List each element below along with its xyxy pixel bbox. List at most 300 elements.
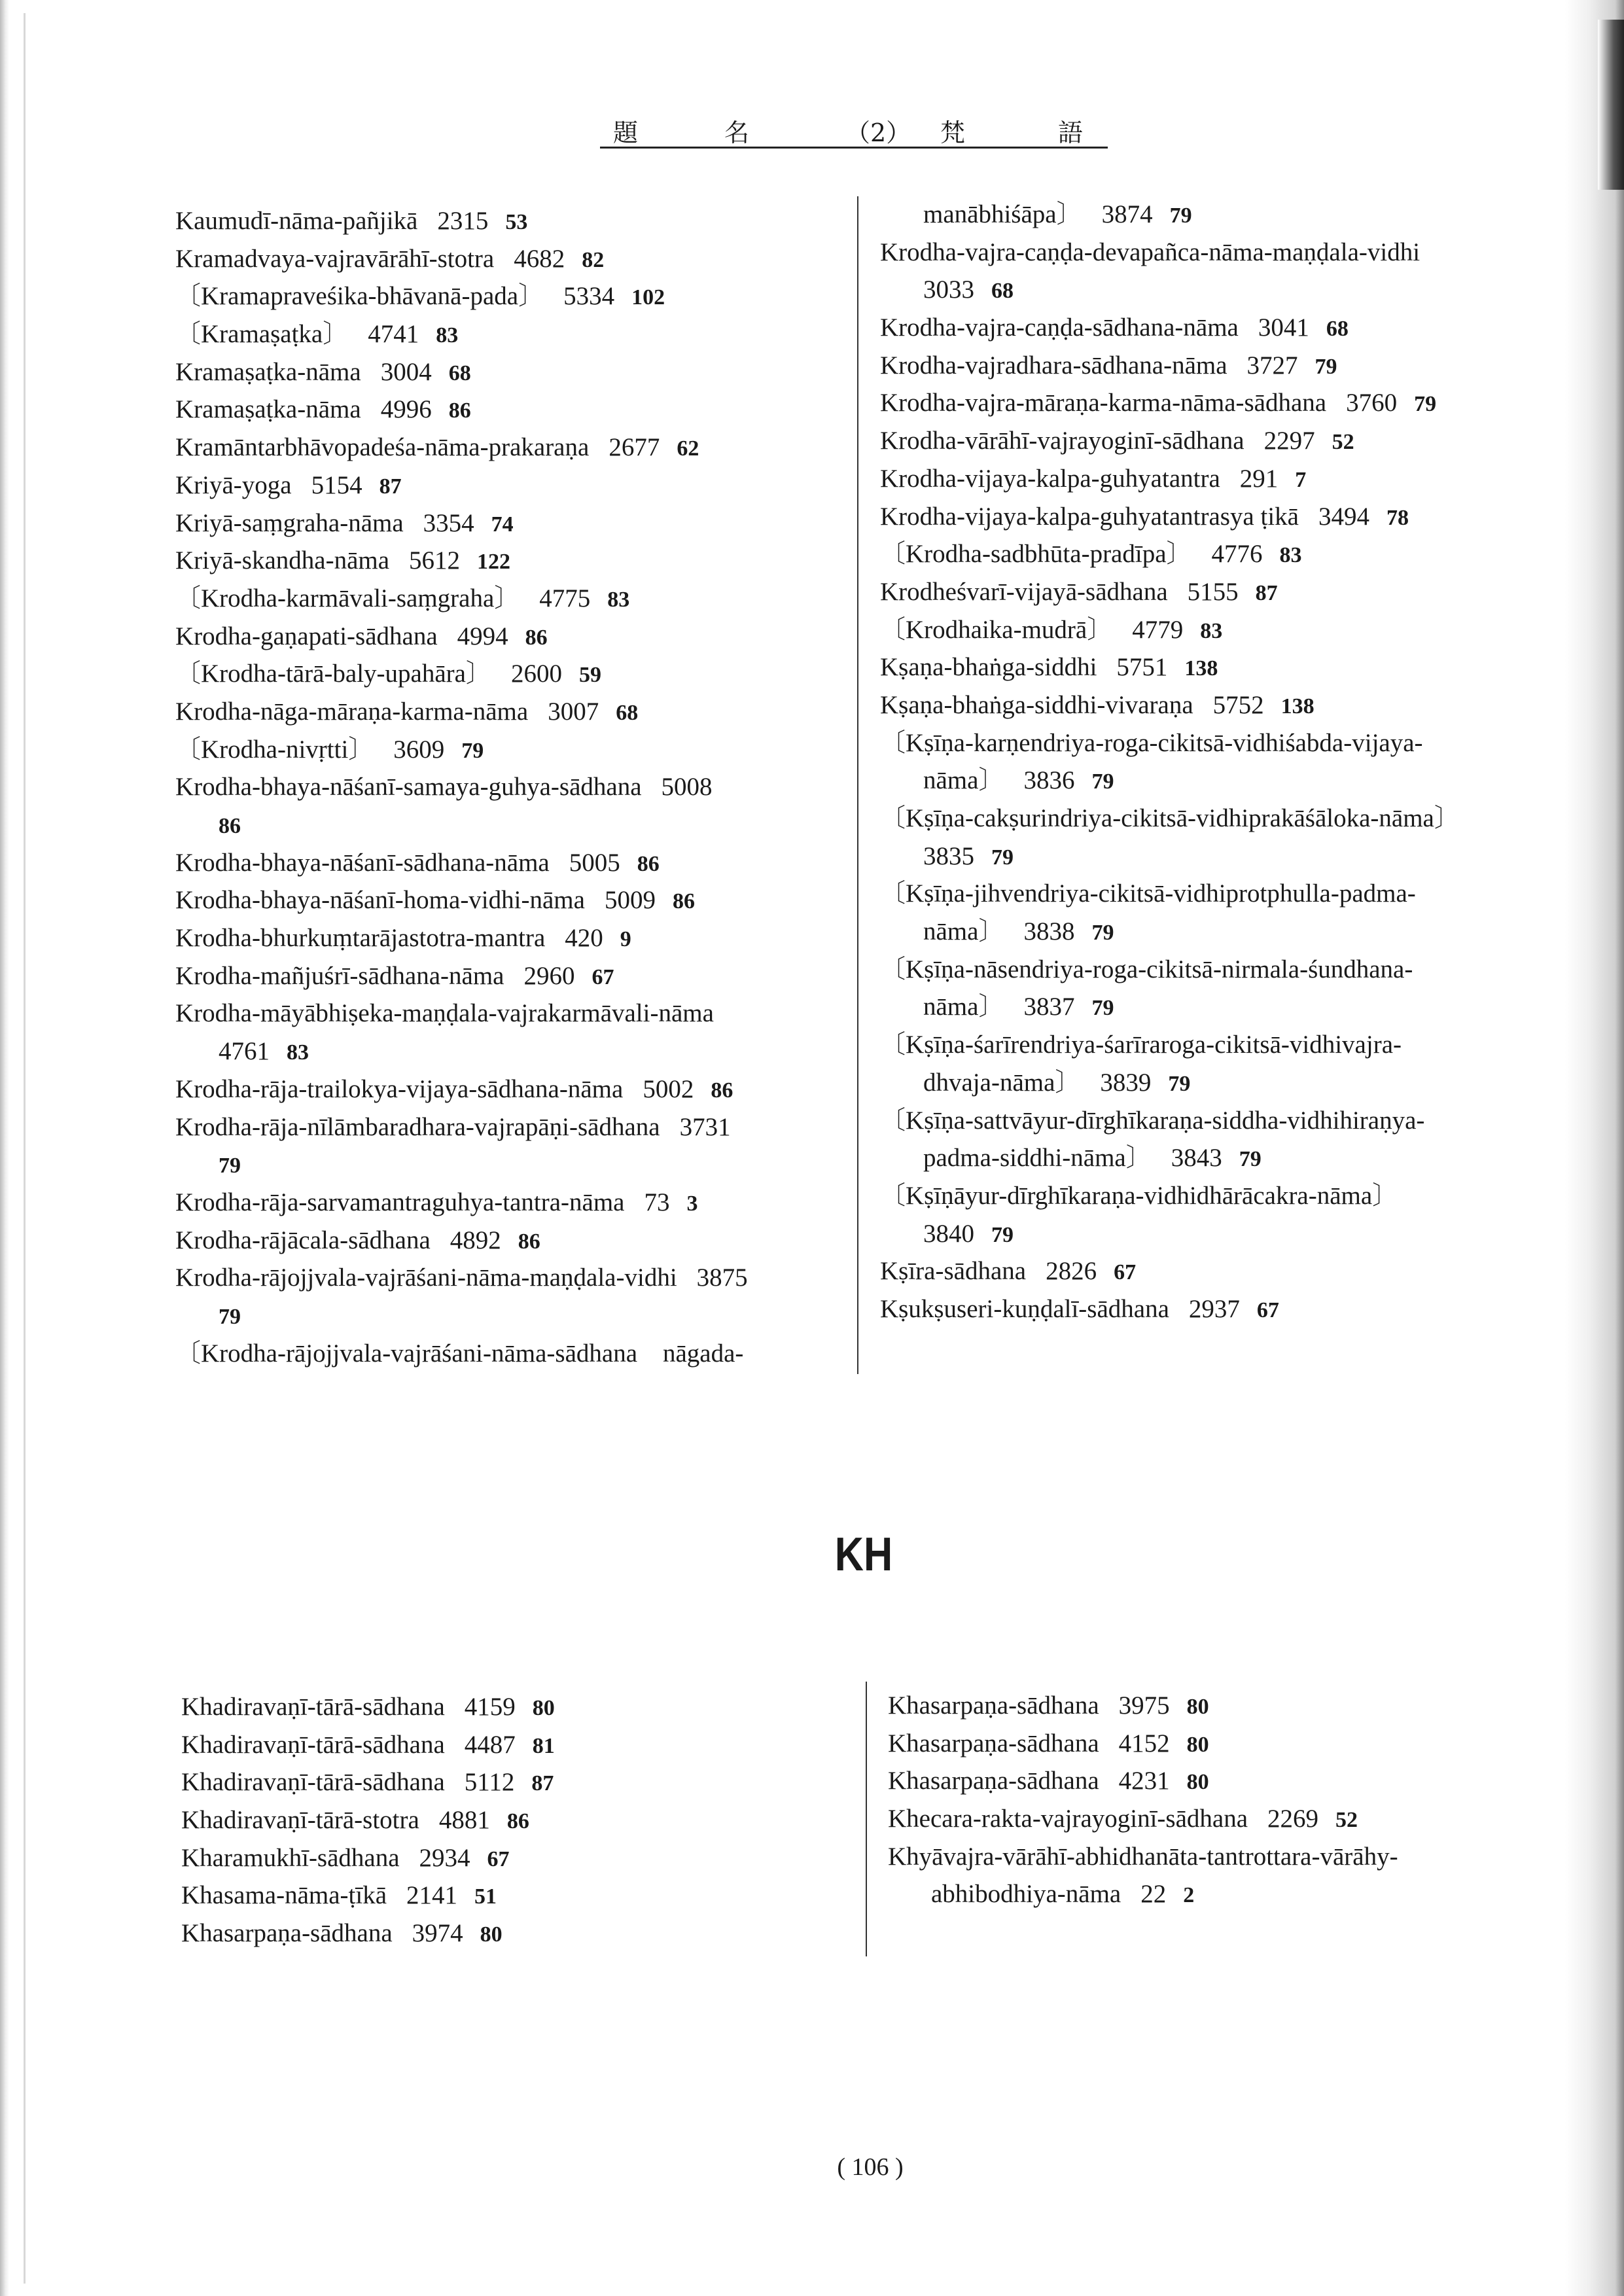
entry-line — [880, 1139, 1460, 1177]
entry-line — [181, 1801, 555, 1839]
entry-page-number: 67 — [1256, 1298, 1279, 1322]
entry-line — [880, 535, 1460, 573]
entry-title: Krodha-bhaya-nāśanī-homa-vidhi-nāma — [175, 886, 585, 915]
entry-catalog-number: 4682 — [514, 244, 565, 273]
entry-catalog-number: 4892 — [450, 1226, 501, 1254]
entry-line — [175, 580, 748, 618]
entry-title: 〔Kṣīṇa-sattvāyur-dīrghīkaraṇa-siddha-vidhihiraṇya- — [880, 1106, 1425, 1135]
entry-title-continued: nāma〕 — [923, 766, 1004, 795]
index-entry — [880, 535, 1460, 573]
entry-title: Krodha-bhaya-nāśanī-samaya-guhya-sādhana — [175, 773, 642, 802]
entry-page-number: 138 — [1184, 656, 1218, 681]
entry-catalog-number: 3731 — [679, 1112, 731, 1141]
entry-page-number: 86 — [219, 814, 241, 838]
entry-page-number: 79 — [1091, 996, 1114, 1021]
entry-title: Krodha-vijaya-kalpa-guhyatantrasya ṭikā — [880, 502, 1299, 531]
index-entry — [880, 611, 1460, 649]
entry-title: Krodha-vajra-caṇḍa-devapañca-nāma-maṇḍala-vidhi — [880, 238, 1421, 266]
column-divider — [866, 1682, 867, 1956]
entry-line — [175, 1108, 748, 1146]
index-entry — [175, 467, 748, 504]
index-entry — [181, 1915, 555, 1952]
entry-catalog-number: 4231 — [1118, 1767, 1170, 1795]
entry-page-number: 79 — [1414, 392, 1437, 417]
entry-catalog-number: 5612 — [409, 546, 461, 575]
index-entry — [880, 347, 1460, 385]
entry-catalog-number: 3839 — [1100, 1068, 1152, 1097]
scan-edge-right — [1565, 0, 1624, 2296]
entry-page-number: 80 — [1186, 1695, 1209, 1719]
index-entry — [880, 686, 1460, 724]
entry-catalog-number: 2934 — [419, 1843, 470, 1872]
entry-catalog-number: 4741 — [368, 320, 419, 349]
entry-page-number: 87 — [1255, 580, 1278, 605]
header-section-number: （2） — [845, 118, 911, 147]
entry-title: 〔Krodhaika-mudrā〕 — [880, 615, 1113, 644]
index-entry — [880, 384, 1460, 422]
entry-title-continued: abhibodhiya-nāma — [931, 1880, 1121, 1909]
entry-catalog-number: 3609 — [393, 735, 445, 764]
entry-title: Khadiravaṇī-tārā-stotra — [181, 1806, 419, 1835]
entry-catalog-number: 2826 — [1046, 1257, 1097, 1286]
entry-page-number: 79 — [991, 1222, 1014, 1247]
entry-line — [880, 196, 1460, 234]
entry-title: Krodha-rāja-trailokya-vijaya-sādhana-nāma — [175, 1074, 624, 1103]
header-char: 語 — [1058, 118, 1084, 147]
entry-line — [175, 542, 748, 580]
index-entry — [880, 1026, 1460, 1101]
entry-line — [175, 1335, 748, 1373]
index-entry — [175, 391, 748, 429]
index-entry — [880, 800, 1460, 875]
entry-line — [175, 1222, 748, 1260]
entry-title: Khecara-rakta-vajrayoginī-sādhana — [888, 1805, 1248, 1833]
entry-line — [181, 1915, 555, 1952]
entry-catalog-number: 4996 — [380, 395, 432, 424]
entry-catalog-number: 2297 — [1263, 427, 1315, 455]
entry-page-number: 53 — [505, 210, 528, 234]
index-entry — [175, 731, 748, 769]
entry-title: 〔Krodha-rājojjvala-vajrāśani-nāma-sādhana nāgada- — [175, 1339, 744, 1368]
entry-title: 〔Kṣīṇa-karṇendriya-roga-cikitsā-vidhiśabda-vijaya- — [880, 728, 1423, 757]
entry-line — [175, 1033, 748, 1070]
header-char: 題 — [613, 118, 639, 147]
index-entry — [175, 881, 748, 919]
index-entry — [880, 498, 1460, 536]
entry-page-number: 87 — [531, 1771, 554, 1796]
entry-line — [880, 800, 1460, 838]
entry-catalog-number: 2269 — [1267, 1805, 1319, 1833]
entry-line — [175, 1184, 748, 1222]
entry-page-number: 68 — [448, 361, 471, 385]
entry-page-number: 74 — [491, 512, 514, 537]
entry-catalog-number: 4779 — [1132, 615, 1184, 644]
entry-title: Khadiravaṇī-tārā-sādhana — [181, 1693, 445, 1721]
entry-page-number: 52 — [1335, 1808, 1358, 1833]
entry-catalog-number: 3007 — [548, 697, 599, 726]
entry-line — [175, 429, 748, 467]
entry-page-number: 102 — [631, 285, 665, 310]
index-entry — [175, 277, 748, 315]
entry-line — [175, 353, 748, 391]
entry-line — [175, 1146, 748, 1184]
entry-catalog-number: 5005 — [569, 848, 620, 877]
entry-page-number: 80 — [532, 1696, 555, 1720]
index-entry — [175, 655, 748, 693]
entry-catalog-number: 3875 — [696, 1263, 748, 1292]
index-entry — [880, 1102, 1460, 1177]
index-entry — [175, 353, 748, 391]
entry-page-number: 83 — [287, 1040, 309, 1065]
entry-catalog-number: 5752 — [1212, 690, 1264, 719]
entry-title: Kramāntarbhāvopadeśa-nāma-prakaraṇa — [175, 433, 590, 462]
entry-line — [175, 693, 748, 731]
entry-catalog-number: 3838 — [1023, 917, 1075, 946]
entry-title: Khasarpaṇa-sādhana — [888, 1729, 1099, 1757]
entry-title: Kṣaṇa-bhaṅga-siddhi-vivaraṇa — [880, 690, 1193, 719]
index-entry — [175, 240, 748, 278]
entry-line — [181, 1839, 555, 1877]
entry-page-number: 83 — [436, 323, 459, 348]
index-entry — [880, 875, 1460, 950]
entry-catalog-number: 3041 — [1258, 313, 1309, 342]
entry-title: Krodha-bhaya-nāśanī-sādhana-nāma — [175, 848, 550, 877]
entry-line — [175, 391, 748, 429]
entry-title: Kramaṣaṭka-nāma — [175, 395, 361, 424]
entry-line — [175, 731, 748, 769]
entry-line — [181, 1763, 555, 1801]
entry-catalog-number: 3835 — [923, 841, 974, 870]
index-entry — [175, 1108, 748, 1184]
entry-title: Krodha-vajradhara-sādhana-nāma — [880, 351, 1227, 380]
entry-page-number: 82 — [582, 247, 605, 272]
entry-line — [175, 881, 748, 919]
entry-page-number: 86 — [518, 1229, 540, 1254]
entry-page-number: 68 — [991, 279, 1014, 304]
entry-page-number: 138 — [1280, 694, 1315, 718]
entry-title: Khadiravaṇī-tārā-sādhana — [181, 1768, 445, 1797]
index-entry — [175, 844, 748, 882]
entry-catalog-number: 5334 — [563, 282, 615, 311]
scan-edge-line — [24, 13, 26, 2284]
entry-line — [181, 1877, 555, 1915]
entry-page-number: 79 — [1315, 354, 1337, 379]
entry-page-number: 2 — [1183, 1883, 1195, 1908]
index-entry — [888, 1800, 1398, 1838]
entry-title: Krodha-rāja-sarvamantraguhya-tantra-nāma — [175, 1188, 625, 1216]
index-entry — [181, 1801, 555, 1839]
entry-catalog-number: 4487 — [464, 1730, 516, 1759]
index-column-left — [175, 202, 748, 1372]
index-entry — [880, 196, 1460, 234]
entry-line — [880, 384, 1460, 422]
entry-catalog-number: 2960 — [523, 961, 575, 990]
entry-title: 〔Kṣīṇa-jihvendriya-cikitsā-vidhiprotphulla-padma- — [880, 879, 1416, 908]
entry-title: Kramaṣaṭka-nāma — [175, 357, 361, 386]
entry-title: Kramadvaya-vajravārāhī-stotra — [175, 244, 495, 273]
index-entry — [175, 542, 748, 580]
entry-line — [175, 240, 748, 278]
entry-line — [880, 271, 1460, 309]
entry-catalog-number: 420 — [565, 924, 603, 953]
entry-line — [175, 202, 748, 240]
entry-line — [888, 1762, 1398, 1800]
entry-line — [175, 655, 748, 693]
entry-page-number: 79 — [1091, 769, 1114, 794]
entry-page-number: 80 — [480, 1922, 503, 1947]
index-entry — [175, 1070, 748, 1108]
entry-line — [880, 422, 1460, 460]
entry-title-continued: nāma〕 — [923, 917, 1004, 946]
index-entry — [175, 1259, 748, 1334]
index-entry — [175, 429, 748, 467]
entry-line — [880, 611, 1460, 649]
entry-line — [880, 648, 1460, 686]
entry-page-number: 51 — [474, 1884, 497, 1909]
entry-page-number: 79 — [1169, 203, 1192, 228]
entry-line — [880, 1064, 1460, 1102]
entry-line — [888, 1875, 1398, 1913]
page-number: ( 106 ) — [837, 2153, 904, 2181]
entry-line — [175, 768, 748, 806]
entry-line — [175, 995, 748, 1033]
entry-title: Krodha-vijaya-kalpa-guhyatantra — [880, 464, 1220, 493]
header-char: 名 — [724, 118, 750, 147]
index-entry — [175, 202, 748, 240]
entry-line — [880, 309, 1460, 347]
entry-catalog-number: 5751 — [1116, 653, 1168, 682]
entry-catalog-number: 2677 — [609, 433, 660, 462]
entry-catalog-number: 3874 — [1101, 200, 1153, 228]
entry-title: 〔Krodha-tārā-baly-upahāra〕 — [175, 660, 491, 688]
entry-line — [880, 1102, 1460, 1140]
index-column-right — [880, 196, 1460, 1328]
header-char: 梵 — [940, 118, 966, 147]
entry-catalog-number: 3033 — [923, 275, 974, 304]
entry-catalog-number: 3760 — [1346, 389, 1398, 417]
index-entry — [181, 1877, 555, 1915]
entry-page-number: 9 — [620, 927, 631, 952]
entry-title: Kṣīra-sādhana — [880, 1257, 1027, 1286]
entry-catalog-number: 2937 — [1188, 1294, 1240, 1323]
entry-page-number: 80 — [1186, 1770, 1209, 1795]
entry-catalog-number: 4761 — [219, 1037, 270, 1066]
index-entry — [880, 234, 1460, 309]
index-entry — [175, 1222, 748, 1260]
entry-title: 〔Kṣīṇāyur-dīrghīkaraṇa-vidhidhārācakra-nāma〕 — [880, 1181, 1398, 1210]
entry-line — [888, 1800, 1398, 1838]
entry-line — [175, 277, 748, 315]
entry-catalog-number: 5154 — [311, 470, 362, 499]
entry-title: Krodha-rājojjvala-vajrāśani-nāma-maṇḍala-vidhi — [175, 1263, 677, 1292]
entry-catalog-number: 3837 — [1023, 993, 1075, 1021]
index-entry — [880, 460, 1460, 498]
index-entry — [880, 573, 1460, 611]
entry-page-number: 79 — [219, 1304, 241, 1329]
index-entry — [888, 1838, 1398, 1913]
entry-catalog-number: 2141 — [406, 1881, 458, 1910]
entry-line — [888, 1725, 1398, 1763]
entry-line — [880, 234, 1460, 272]
entry-title: Krodha-bhurkuṃtarājastotra-mantra — [175, 924, 546, 953]
index-entry — [181, 1688, 555, 1726]
entry-title: Kriyā-saṃgraha-nāma — [175, 508, 404, 537]
entry-catalog-number: 3974 — [412, 1919, 463, 1948]
entry-catalog-number: 73 — [644, 1188, 670, 1216]
column-divider — [857, 196, 858, 1374]
entry-page-number: 83 — [1200, 618, 1223, 643]
index-entry — [175, 580, 748, 618]
entry-page-number: 79 — [1239, 1147, 1262, 1172]
entry-page-number: 62 — [677, 436, 699, 461]
entry-line — [880, 686, 1460, 724]
section-heading-kh: KH — [834, 1528, 893, 1581]
index-entry — [880, 1290, 1460, 1328]
entry-title: Khadiravaṇī-tārā-sādhana — [181, 1730, 445, 1759]
entry-line — [880, 1252, 1460, 1290]
index-entry — [175, 618, 748, 656]
entry-page-number: 59 — [578, 663, 601, 688]
entry-line — [175, 315, 748, 353]
index-entry — [175, 768, 748, 843]
entry-page-number: 7 — [1295, 467, 1307, 492]
index-entry — [175, 957, 748, 995]
index-entry — [880, 422, 1460, 460]
entry-title: Krodha-rāja-nīlāmbaradhara-vajrapāṇi-sādhana — [175, 1112, 660, 1141]
entry-line — [880, 724, 1460, 762]
entry-line — [880, 347, 1460, 385]
entry-page-number: 86 — [637, 851, 660, 876]
entry-title: Khyāvajra-vārāhī-abhidhanāta-tantrottara-vārāhy- — [888, 1842, 1398, 1871]
entry-line — [175, 806, 748, 844]
entry-title: Khasarpaṇa-sādhana — [888, 1767, 1099, 1795]
entry-line — [175, 504, 748, 542]
entry-title: Kharamukhī-sādhana — [181, 1843, 400, 1872]
entry-page-number: 86 — [711, 1078, 733, 1103]
entry-catalog-number: 22 — [1140, 1880, 1167, 1909]
entry-catalog-number: 5008 — [661, 773, 713, 802]
entry-catalog-number: 3975 — [1118, 1691, 1170, 1720]
entry-page-number: 79 — [461, 738, 484, 763]
entry-catalog-number: 3840 — [923, 1219, 974, 1248]
entry-page-number: 86 — [525, 625, 548, 650]
entry-title: Krodha-māyābhiṣeka-maṇḍala-vajrakarmāvali-nāma — [175, 999, 714, 1028]
index-entry — [181, 1763, 555, 1801]
entry-line — [880, 1026, 1460, 1064]
kh-column-right — [888, 1687, 1398, 1913]
entry-title: 〔Kṣīṇa-nāsendriya-roga-cikitsā-nirmala-śundhana- — [880, 955, 1413, 983]
entry-line — [175, 919, 748, 957]
entry-title: Khasarpaṇa-sādhana — [181, 1919, 393, 1948]
entry-page-number: 67 — [1114, 1260, 1137, 1285]
entry-line — [880, 1215, 1460, 1253]
entry-catalog-number: 3843 — [1171, 1144, 1222, 1173]
entry-page-number: 79 — [1168, 1071, 1191, 1096]
index-entry — [880, 1252, 1460, 1290]
entry-catalog-number: 5002 — [643, 1074, 694, 1103]
entry-page-number: 67 — [591, 964, 614, 989]
entry-page-number: 79 — [991, 845, 1014, 870]
entry-title: 〔Kṣīṇa-cakṣurindriya-cikitsā-vidhiprakāśāloka-nāma〕 — [880, 804, 1460, 832]
entry-catalog-number: 2600 — [510, 660, 562, 688]
entry-page-number: 83 — [607, 587, 630, 612]
entry-line — [880, 875, 1460, 913]
entry-page-number: 80 — [1186, 1732, 1209, 1757]
entry-catalog-number: 5155 — [1187, 577, 1239, 606]
entry-line — [880, 1290, 1460, 1328]
entry-line — [181, 1688, 555, 1726]
entry-line — [175, 1259, 748, 1297]
entry-page-number: 79 — [1091, 921, 1114, 945]
index-entry — [175, 693, 748, 731]
index-entry — [181, 1839, 555, 1877]
index-entry — [175, 919, 748, 957]
entry-title: Krodha-nāga-māraṇa-karma-nāma — [175, 697, 529, 726]
index-entry — [880, 951, 1460, 1026]
entry-title: 〔Krodha-sadbhūta-pradīpa〕 — [880, 540, 1192, 569]
entry-line — [181, 1726, 555, 1764]
entry-title-continued: nāma〕 — [923, 993, 1004, 1021]
scan-edge-left — [0, 0, 9, 2296]
index-entry — [181, 1726, 555, 1764]
scan-edge-right-dark — [1598, 20, 1624, 190]
index-entry — [175, 995, 748, 1070]
index-entry — [880, 724, 1460, 800]
entry-line — [888, 1687, 1398, 1725]
entry-title: Krodha-gaṇapati-sādhana — [175, 622, 438, 650]
index-entry — [888, 1687, 1398, 1725]
entry-page-number: 122 — [477, 550, 511, 574]
entry-catalog-number: 4152 — [1118, 1729, 1170, 1757]
entry-title: Krodha-vajra-māraṇa-karma-nāma-sādhana — [880, 389, 1327, 417]
entry-catalog-number: 3004 — [380, 357, 432, 386]
entry-page-number: 68 — [616, 700, 639, 725]
index-entry — [175, 504, 748, 542]
entry-title-continued: padma-siddhi-nāma〕 — [923, 1144, 1152, 1173]
entry-line — [175, 467, 748, 504]
entry-line — [880, 762, 1460, 800]
entry-catalog-number: 2315 — [437, 207, 489, 235]
entry-catalog-number: 5009 — [604, 886, 656, 915]
entry-page-number: 67 — [487, 1846, 510, 1871]
entry-line — [880, 988, 1460, 1026]
entry-line — [880, 460, 1460, 498]
entry-catalog-number: 3836 — [1023, 766, 1075, 795]
entry-catalog-number: 5112 — [464, 1768, 515, 1797]
entry-title: Krodheśvarī-vijayā-sādhana — [880, 577, 1168, 606]
entry-page-number: 78 — [1386, 505, 1409, 530]
entry-page-number: 83 — [1279, 543, 1302, 568]
entry-line — [175, 618, 748, 656]
entry-line — [175, 1070, 748, 1108]
index-entry — [175, 315, 748, 353]
kh-column-left — [181, 1688, 555, 1952]
entry-title: Krodha-vārāhī-vajrayoginī-sādhana — [880, 427, 1244, 455]
index-entry — [880, 309, 1460, 347]
entry-catalog-number: 291 — [1239, 464, 1279, 493]
entry-title: Krodha-rājācala-sādhana — [175, 1226, 431, 1254]
entry-catalog-number: 3494 — [1318, 502, 1369, 531]
entry-page-number: 68 — [1326, 317, 1349, 342]
entry-catalog-number: 3727 — [1246, 351, 1298, 380]
entry-title: 〔Krodha-nivṛtti〕 — [175, 735, 374, 764]
entry-page-number: 86 — [506, 1809, 529, 1834]
entry-catalog-number: 4776 — [1211, 540, 1263, 569]
entry-page-number: 86 — [672, 889, 695, 914]
entry-line — [175, 844, 748, 882]
entry-title: Kriyā-yoga — [175, 470, 292, 499]
index-entry — [888, 1725, 1398, 1763]
